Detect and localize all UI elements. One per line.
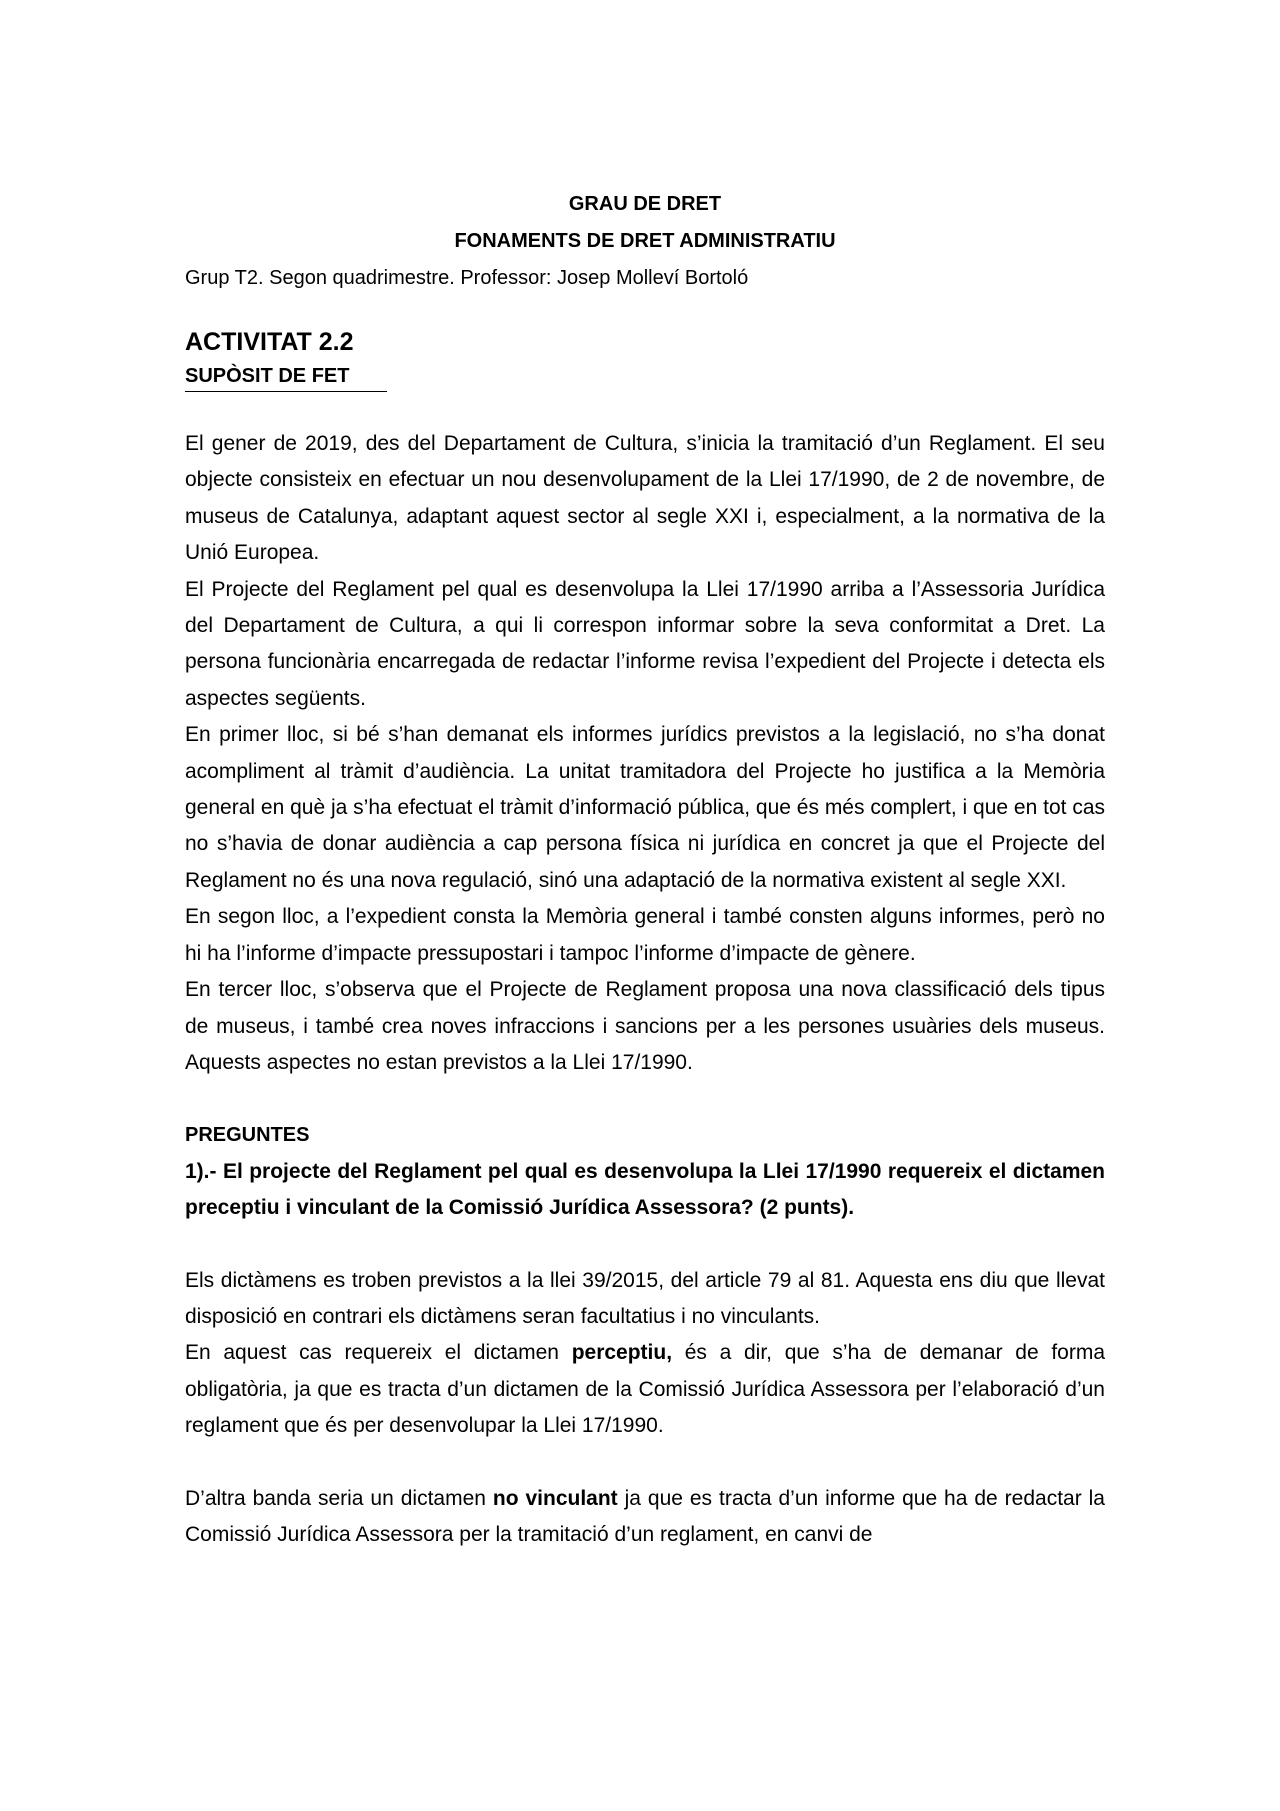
activity-subtitle-wrap xyxy=(185,361,1105,392)
facts-paragraph-4: En segon lloc, a l’expedient consta la Memòria general i també consten alguns informes, però no hi ha l’informe d’impacte pressupostari i tampoc l’informe d’impacte de gènere. xyxy=(185,905,1105,965)
answer-2-text-b: és a dir, que s’ha de demanar de forma obligatòria, ja que es tracta d’un dictamen de la Comissió Jurídica Assessora per l’elaboració d’un reglament que és per desenvolupar la Llei 17/1990. xyxy=(185,1341,1105,1438)
answer-paragraph-2 xyxy=(185,1335,1105,1444)
answer-2-emphasis: perceptiu, xyxy=(571,1341,673,1365)
degree-title: GRAU DE DRET xyxy=(568,193,722,215)
activity-title: ACTIVITAT 2.2 xyxy=(185,328,354,356)
answer-paragraph-1: Els dictàmens es troben previstos a la llei 39/2015, del article 79 al 81. Aquesta ens diu que llevat disposició en contrari els dictàmens seran facultatius i no vinculants. xyxy=(185,1268,1105,1328)
answer-3-emphasis: no vinculant xyxy=(492,1486,618,1510)
answer-3-text-a: D’altra banda seria un dictamen xyxy=(185,1486,493,1510)
document-page xyxy=(185,186,1105,1553)
questions-title: PREGUNTES xyxy=(185,1124,310,1147)
facts-paragraph-1: El gener de 2019, des del Departament de Cultura, s’inicia la tramitació d’un Reglament. El seu objecte consisteix en efectuar un nou desenvolupament de la Llei 17/1990, de 2 de novembre, de museus de Catalunya, adaptant aquest sector al segle XXI i, especialment, a la normativa de la Unió Europea. xyxy=(185,432,1105,565)
answer-2-text-a: En aquest cas requereix el dictamen xyxy=(185,1341,572,1365)
activity-subtitle: SUPÒSIT DE FET xyxy=(185,361,387,392)
group-info: Grup T2. Segon quadrimestre. Professor: Josep Molleví Bortoló xyxy=(185,267,749,289)
question-1: 1).- El projecte del Reglament pel qual es desenvolupa la Llei 17/1990 requereix el dictamen preceptiu i vinculant de la Comissió Jurídica Assessora? (2 punts). xyxy=(185,1159,1105,1220)
answer-3-text-b: ja que es tracta d’un informe que ha de redactar la Comissió Jurídica Assessora per la tramitació d’un reglament, en canvi de xyxy=(185,1486,1105,1546)
facts-paragraph-5: En tercer lloc, s’observa que el Projecte de Reglament proposa una nova classificació dels tipus de museus, i també crea noves infraccions i sancions per a les persones usuàries dels museus. Aquests aspectes no estan previstos a la Llei 17/1990. xyxy=(185,978,1105,1074)
answer-paragraph-3 xyxy=(185,1481,1105,1554)
course-title: FONAMENTS DE DRET ADMINISTRATIU xyxy=(454,230,836,252)
facts-paragraph-3: En primer lloc, si bé s’han demanat els informes jurídics previstos a la legislació, no s’ha donat acompliment al tràmit d’audiència. La unitat tramitadora del Projecte ho justifica a la Memòria general en què ja s’ha efectuat el tràmit d’informació pública, que és més complert, i que en tot cas no s’havia de donar audiència a cap persona física ni jurídica en concret ja que el Projecte del Reglament no és una nova regulació, sinó una adaptació de la normativa existent al segle XXI. xyxy=(185,723,1105,892)
facts-paragraph-2: El Projecte del Reglament pel qual es desenvolupa la Llei 17/1990 arriba a l’Assessoria Jurídica del Departament de Cultura, a qui li correspon informar sobre la seva conformitat a Dret. La persona funcionària encarregada de redactar l’informe revisa l’expedient del Projecte i detecta els aspectes següents. xyxy=(185,577,1105,710)
